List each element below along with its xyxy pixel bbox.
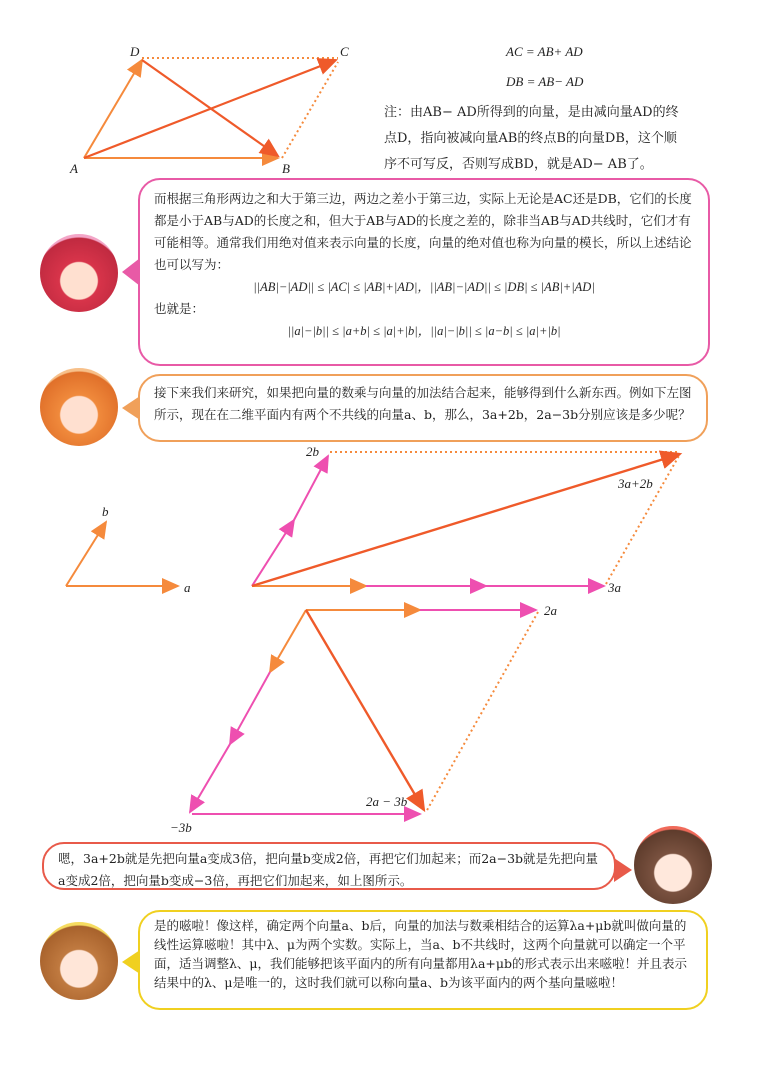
label-C: C	[340, 44, 349, 59]
formula-AC: AC = AB+ AD	[506, 44, 583, 59]
avatar-light-brown-hair	[40, 922, 118, 1000]
speech-bubble-2	[138, 374, 708, 442]
label-3a-plus-2b: 3a+2b	[618, 476, 653, 491]
vector-2a-minus-3b	[306, 610, 424, 810]
label-b-small: b	[102, 504, 109, 519]
bubble3-text: 嗯，3a+2b就是先把向量a变成3倍，把向量b变成2倍，再把它们加起来；而2a−3b就是先把向量a变成2倍，把向量b变成−3倍，再把它们加起来，如上图所示。	[58, 851, 599, 888]
bubble4-text: 是的嗞啦！像这样，确定两个向量a、b后，向量的加法与数乘相结合的运算λa+μb就叫做向量的线性运算嗞啦！其中λ、μ为两个实数。实际上，当a、b不共线时，这两个向量就可以确定一个平面，适当调整λ、μ，我们能够把该平面内的所有向量都用λa+μb的形式表示出来嗞啦！并且表示结果中的λ、μ是唯一的，这时我们就可以称向量a、b为该平面内的两个基向量嗞啦！	[154, 918, 688, 990]
dotted-BC	[282, 62, 338, 158]
bubble1-formula2: ||a|−|b|| ≤ |a+b| ≤ |a|+|b|，||a|−|b|| ≤ |a−b| ≤ |a|+|b|	[287, 324, 561, 338]
bubble2-text: 接下来我们来研究，如果把向量的数乘与向量的加法结合起来，能够得到什么新东西。例如下左图所示，现在在二维平面内有两个不共线的向量a、b，那么，3a+2b，2a−3b分别应该是多少呢？	[154, 385, 692, 422]
label-B: B	[282, 161, 290, 176]
formula-DB: DB = AB− AD	[506, 74, 584, 89]
speech-bubble-4	[138, 910, 708, 1010]
bubble1-also: 也就是：	[154, 301, 205, 316]
label-a-small: a	[184, 580, 191, 595]
vector-b-small	[66, 522, 106, 586]
label-3a: 3a	[608, 580, 621, 595]
label-2b: 2b	[306, 444, 319, 459]
label-2a: 2a	[544, 603, 557, 618]
dotted-right-2	[426, 612, 538, 812]
label-2a-minus-3b: 2a − 3b	[366, 794, 408, 809]
vector-2b-part2	[294, 456, 328, 520]
vector-minus-3b-part3	[190, 744, 230, 812]
label-minus-3b: −3b	[170, 820, 192, 835]
bubble1-text: 而根据三角形两边之和大于第三边，两边之差小于第三边，实际上无论是AC还是DB，它们的长度都是小于AB与AD的长度之和，但大于AB与AD的长度之差的，除非当AB与AD共线时，它们才有可能相等。通常我们用绝对值来表示向量的长度，向量的绝对值也称为向量的模长，所以上述结论也可以写为：	[154, 191, 692, 272]
vector-minus-3b-part1	[270, 610, 306, 672]
label-D: D	[130, 44, 140, 59]
bubble3-tail	[614, 858, 632, 882]
avatar-brown-hair	[634, 826, 712, 904]
vector-AD	[84, 60, 142, 158]
speech-bubble-1	[138, 178, 710, 366]
note-text: 注：由AB− AD所得到的向量，是由减向量AD的终点D，指向被减向量AB的终点B的向量DB，这个顺序不可写反，否则写成BD，就是AD− AB了。	[384, 105, 679, 172]
speech-bubble-3	[42, 842, 616, 890]
avatar-red-hair	[40, 234, 118, 312]
vector-minus-3b-part2	[230, 672, 270, 744]
label-A: A	[70, 161, 78, 176]
avatar-orange-hair	[40, 368, 118, 446]
vector-DB	[142, 60, 278, 156]
bubble1-formula1: ||AB|−|AD|| ≤ |AC| ≤ |AB|+|AD|，||AB|−|AD|| ≤ |DB| ≤ |AB|+|AD|	[253, 280, 595, 294]
